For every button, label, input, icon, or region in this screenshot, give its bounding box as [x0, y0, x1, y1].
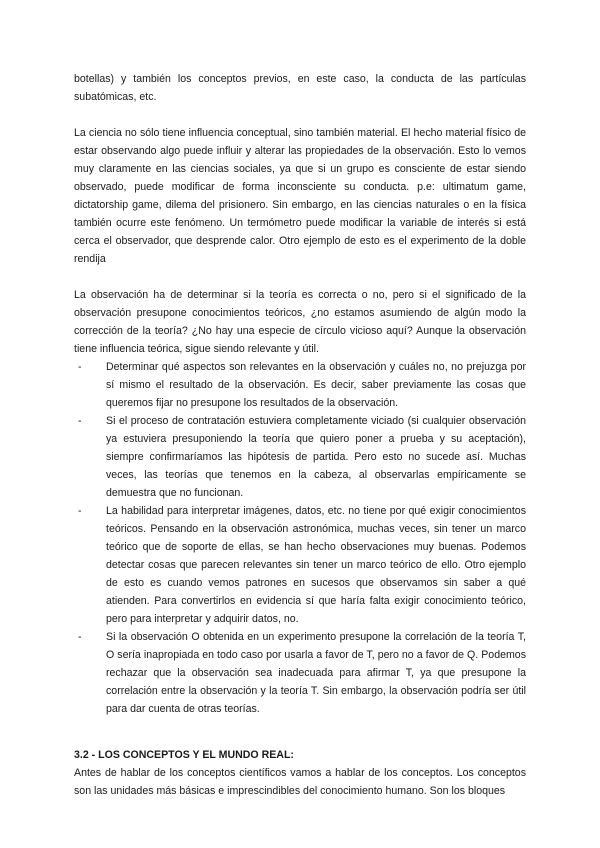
bullet-dash: -: [78, 505, 82, 517]
continuation-paragraph: botellas) y también los conceptos previos, en este caso, la conducta de las partículas subatómicas, etc.: [74, 73, 526, 103]
list-item-text: Si el proceso de contratación estuviera completamente viciado (si cualquier observación ya estuviera presuponiendo la teoría que quiero poner a prueba y su aceptación), siempre confirmaríamos las hipótesis de partida. Pero esto no sucede así. Muchas veces, las teorías que tenemos en la cabeza, al observarlas empíricamente se demuestra que no funcionan.: [106, 415, 526, 499]
list-item: [74, 502, 526, 628]
science-influence-paragraph: La ciencia no sólo tiene influencia conceptual, sino también material. El hecho material físico de estar observando algo puede influir y alterar las propiedades de la observación. Esto lo vemos muy claramente en las ciencias sociales, ya que si un grupo es consciente de estar siendo observado, puede modificar de forma inconsciente su conducta. p.e: ultimatum game, dictatorship game, dilema del prisionero. Sin embargo, en las ciencias naturales o en la física también ocurre este fenómeno. Un termómetro puede modificar la variable de interés si está cerca el observador, que desprende calor. Otro ejemplo de esto es el experimento de la doble rendija: [74, 127, 526, 265]
list-item-text: La habilidad para interpretar imágenes, datos, etc. no tiene por qué exigir conocimientos teóricos. Pensando en la observación astronómica, muchas veces, sin tener un marco teórico que de soporte de ellas, se han hecho observaciones muy buenas. Podemos detectar cosas que parecen relevantes sin tener un marco teórico de ello. Otro ejemplo de esto es cuando vemos patrones en sucesos que observamos sin saber a qué atienden. Para convertirlos en evidencia sí que haría falta exigir conocimiento teórico, pero para interpretar y adquirir datos, no.: [106, 505, 526, 625]
page-content: [74, 70, 526, 800]
section-heading: 3.2 - LOS CONCEPTOS Y EL MUNDO REAL:: [74, 749, 294, 761]
bullet-list: [74, 358, 526, 718]
bullet-dash: -: [78, 415, 82, 427]
bullet-dash: -: [78, 631, 82, 643]
list-item: [74, 358, 526, 412]
observation-theory-paragraph: La observación ha de determinar si la teoría es correcta o no, pero si el significado de la observación presupone conocimientos teóricos, ¿no estamos asumiendo de algún modo la corrección de la teoría? ¿No hay una especie de círculo vicioso aquí? Aunque la observación tiene influencia teórica, sigue siendo relevante y útil.: [74, 289, 526, 355]
bullet-dash: -: [78, 361, 82, 373]
list-item-text: Determinar qué aspectos son relevantes en la observación y cuáles no, no prejuzga por sí mismo el resultado de la observación. Es decir, saber previamente las cosas que queremos fijar no presupone los resultados de la observación.: [106, 361, 526, 409]
list-item: [74, 412, 526, 502]
list-item: [74, 628, 526, 718]
section-intro-paragraph: Antes de hablar de los conceptos científicos vamos a hablar de los conceptos. Los conceptos son las unidades más básicas e imprescindibles del conocimiento humano. Son los bloques: [74, 767, 526, 797]
list-item-text: Si la observación O obtenida en un experimento presupone la correlación de la teoría T, O sería inapropiada en todo caso por usarla a favor de T, pero no a favor de Q. Podemos rechazar que la observación sea inadecuada para afirmar T, ya que presupone la correlación entre la observación y la teoría T. Sin embargo, la observación podría ser útil para dar cuenta de otras teorías.: [106, 631, 526, 715]
